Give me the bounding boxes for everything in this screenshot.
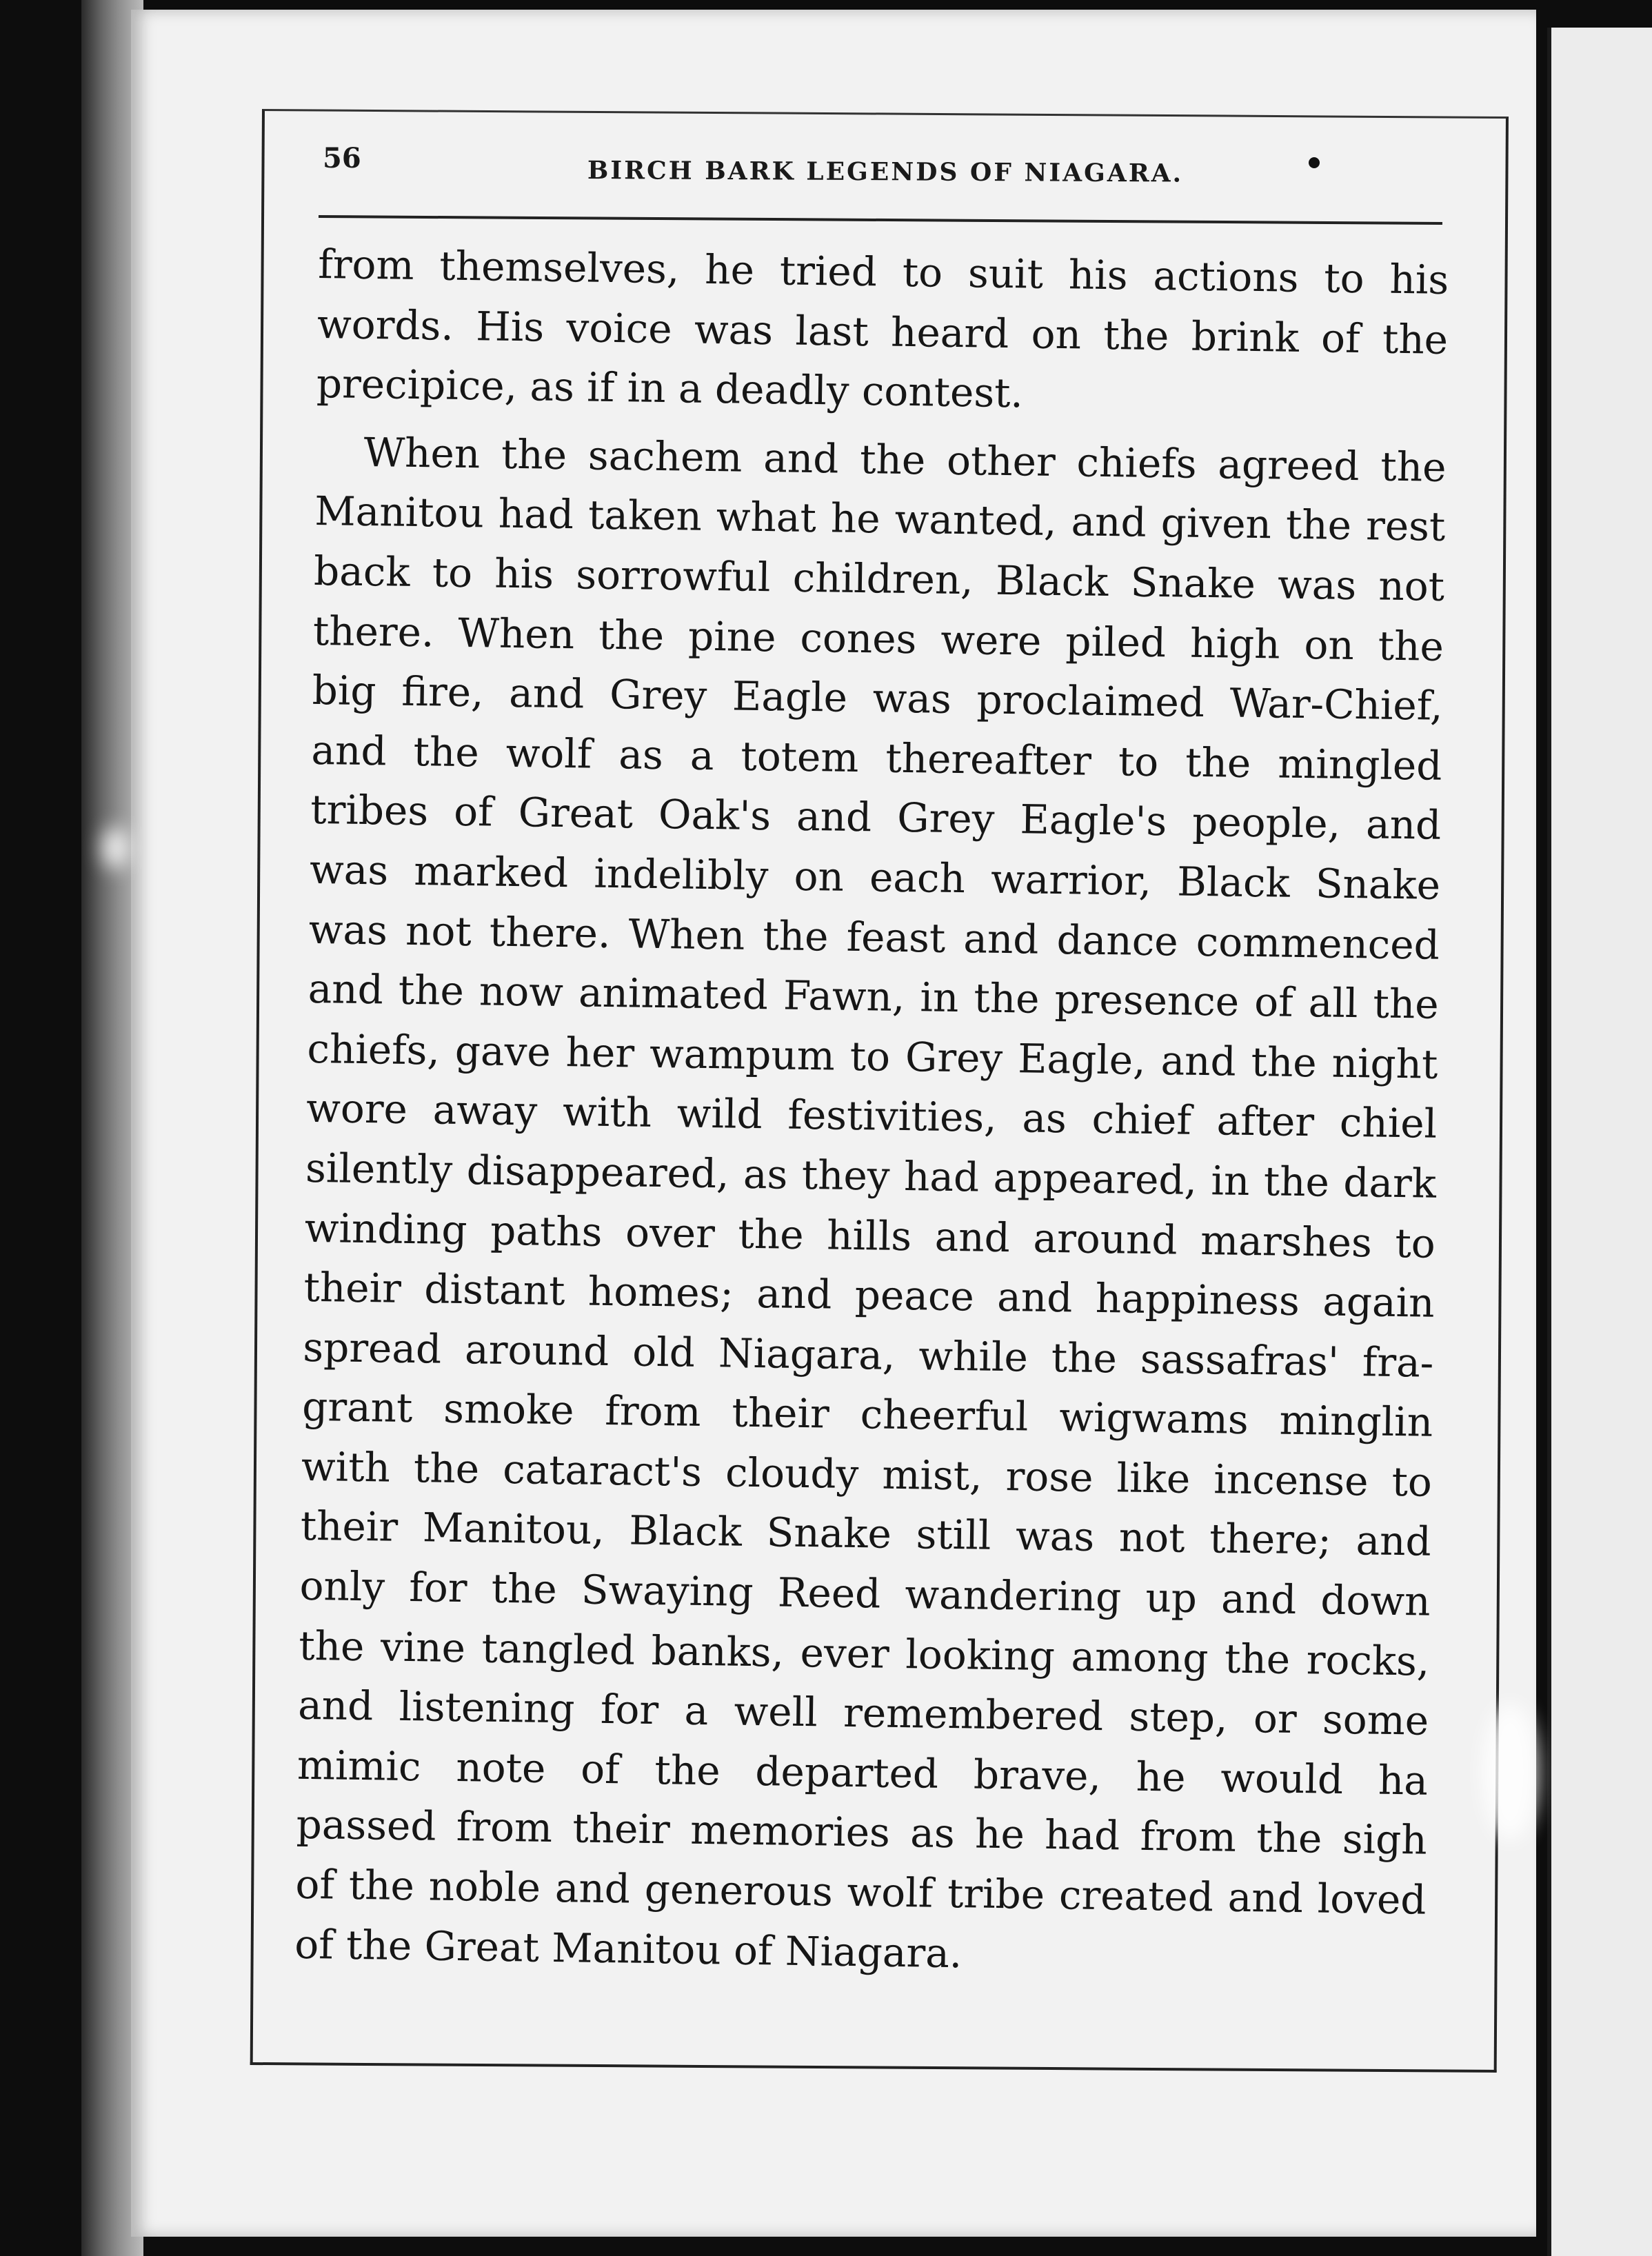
header-dot — [1309, 157, 1320, 168]
text-line: there. When the pine cones were piled high on the — [312, 607, 1444, 670]
text-line: of the Great Manitou of Niagara. — [294, 1920, 963, 1977]
text-line: of the noble and generous wolf tribe created and loved — [295, 1860, 1427, 1924]
text-line: the vine tangled banks, ever looking among the rocks, — [298, 1622, 1430, 1685]
text-line: only for the Swaying Reed wandering up and down — [299, 1562, 1431, 1625]
text-line: Manitou had taken what he wanted, and given the rest — [314, 487, 1446, 551]
body-text — [294, 234, 1449, 1990]
facing-page-edge — [1547, 28, 1652, 2256]
text-line: precipice, as if in a deadly contest. — [316, 360, 1024, 417]
text-line: winding paths over the hills and around marshes to — [304, 1204, 1436, 1267]
text-line: from themselves, he tried to suit his actions to his — [317, 240, 1449, 303]
text-line: was marked indelibly on each warrior, Black Snake — [309, 845, 1441, 909]
text-line: passed from their memories as he had from the sigh — [296, 1801, 1428, 1864]
text-line: back to his sorrowful children, Black Snake was not — [313, 547, 1445, 610]
text-line: was not there. When the feast and dance commenced — [308, 905, 1440, 969]
text-line: their distant homes; and peace and happiness again — [303, 1263, 1435, 1327]
text-line: their Manitou, Black Snake still was not there; and — [300, 1502, 1432, 1566]
text-line: spread around old Niagara, while the sassafras' fra- — [302, 1323, 1434, 1387]
text-line: silently disappeared, as they had appeared, in the dark — [305, 1144, 1437, 1207]
text-line: and the now animated Fawn, in the presence of all the — [308, 965, 1440, 1028]
text-line: big fire, and Grey Eagle was proclaimed War-Chief, — [312, 667, 1444, 729]
text-line: with the cataract's cloudy mist, rose like incense to — [301, 1442, 1433, 1506]
text-line: mimic note of the departed brave, he would ha — [296, 1741, 1429, 1804]
text-line: and listening for a well remembered step, or some — [297, 1682, 1429, 1744]
paper-smudge — [1482, 1703, 1538, 1841]
text-line: chiefs, gave her wampum to Grey Eagle, and the night — [307, 1025, 1438, 1088]
page-number: 56 — [323, 142, 361, 174]
running-head: BIRCH BARK LEGENDS OF NIAGARA. — [587, 156, 1184, 188]
text-line: tribes of Great Oak's and Grey Eagle's people, and — [310, 786, 1442, 849]
paper-smudge — [102, 827, 130, 869]
text-line: When the sachem and the other chiefs agreed the — [363, 428, 1447, 491]
text-line: wore away with wild festivities, as chief after chiel — [305, 1085, 1438, 1148]
text-line: and the wolf as a totem thereafter to the mingled — [311, 726, 1442, 789]
text-line: words. His voice was last heard on the brink of the — [316, 300, 1449, 363]
text-line: grant smoke from their cheerful wigwams minglin — [301, 1383, 1433, 1447]
